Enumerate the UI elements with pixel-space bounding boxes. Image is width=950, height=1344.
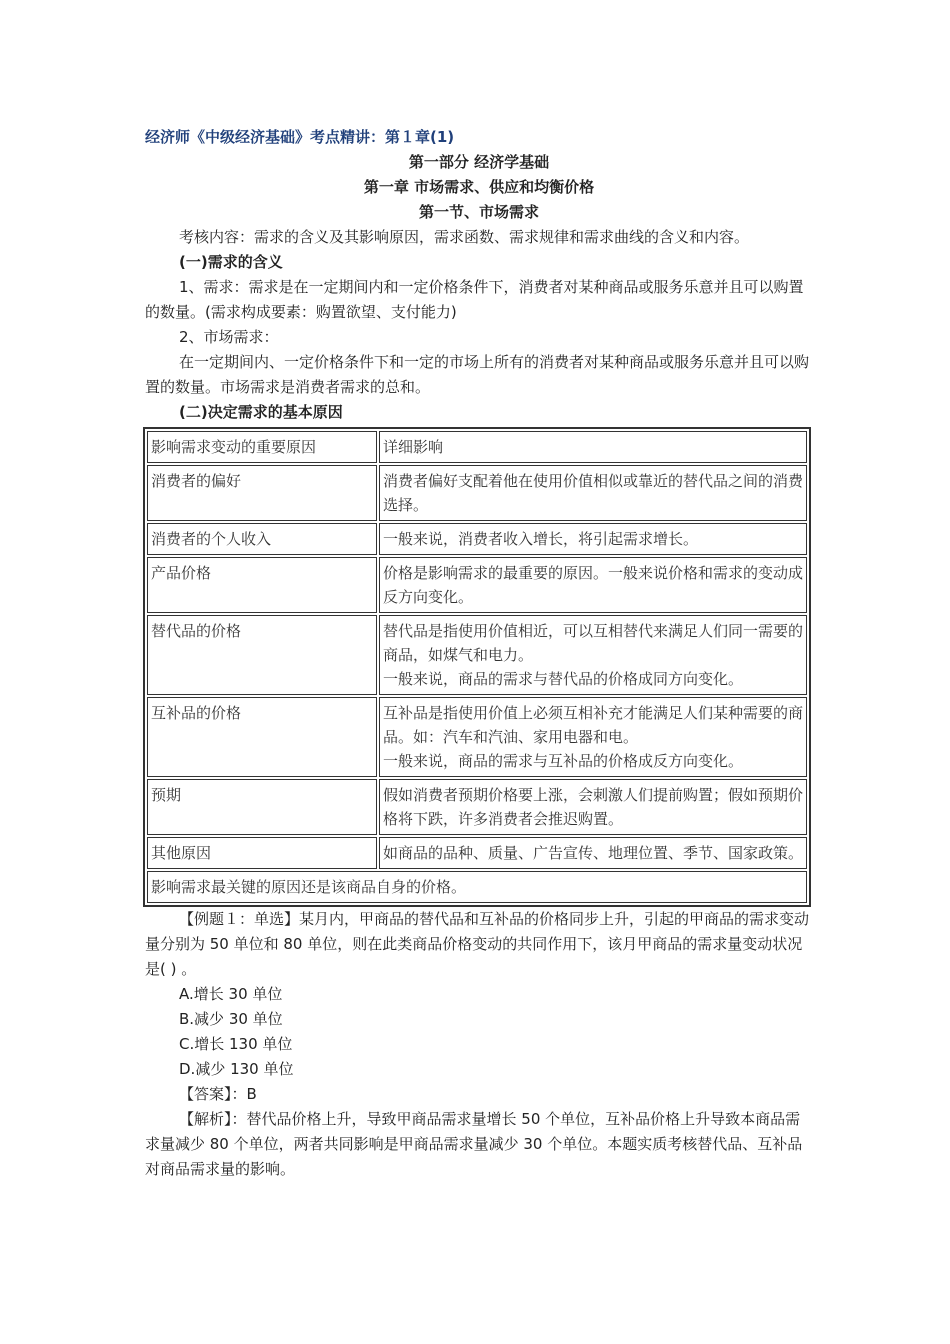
table-row xyxy=(147,523,807,555)
detail-text: 价格是影响需求的最重要的原因。一般来说价格和需求的变动成反方向变化。 xyxy=(383,564,804,606)
document-title[interactable]: 经济师《中级经济基础》考点精讲：第１章(1) xyxy=(145,128,455,146)
detail-text: 替代品是指使用价值相近，可以互相替代来满足人们同一需要的商品，如煤气和电力。 xyxy=(383,622,804,664)
factor-cell: 替代品的价格 xyxy=(147,615,377,695)
table-row xyxy=(147,779,807,835)
option-b: B.减少 30 单位 xyxy=(179,1010,283,1028)
option-c: C.增长 130 单位 xyxy=(179,1035,293,1053)
detail-cell xyxy=(379,465,807,521)
chapter-heading: 第一章 市场需求、供应和均衡价格 xyxy=(363,178,595,196)
subheading-demand-meaning: (一)需求的含义 xyxy=(179,253,283,271)
document-page xyxy=(145,124,813,1182)
factor-cell: 产品价格 xyxy=(147,557,377,613)
answer-text: 【答案】：B xyxy=(179,1085,257,1103)
detail-text: 假如消费者预期价格要上涨，会刺激人们提前购置；假如预期价格将下跌，许多消费者会推迟购置。 xyxy=(383,786,804,828)
detail-text: 一般来说，商品的需求与替代品的价格成同方向变化。 xyxy=(383,670,744,688)
factor-cell: 预期 xyxy=(147,779,377,835)
option-a: A.增长 30 单位 xyxy=(179,985,283,1003)
detail-cell xyxy=(379,557,807,613)
detail-text: 消费者偏好支配着他在使用价值相似或靠近的替代品之间的消费选择。 xyxy=(383,472,804,514)
factor-cell: 消费者的偏好 xyxy=(147,465,377,521)
demand-factors-table xyxy=(143,427,811,907)
table-footer-row xyxy=(147,871,807,903)
detail-cell xyxy=(379,837,807,869)
assessment-text: 考核内容：需求的含义及其影响原因，需求函数、需求规律和需求曲线的含义和内容。 xyxy=(179,228,750,246)
option-d: D.减少 130 单位 xyxy=(179,1060,294,1078)
detail-cell xyxy=(379,697,807,777)
detail-cell xyxy=(379,523,807,555)
detail-cell xyxy=(379,779,807,835)
table-header-cell: 详细影响 xyxy=(379,431,807,463)
factor-cell: 消费者的个人收入 xyxy=(147,523,377,555)
factor-cell: 其他原因 xyxy=(147,837,377,869)
detail-cell xyxy=(379,615,807,695)
detail-text: 一般来说，商品的需求与互补品的价格成反方向变化。 xyxy=(383,752,744,770)
table-row xyxy=(147,465,807,521)
analysis-text: 【解析】：替代品价格上升，导致甲商品需求量增长 50 个单位，互补品价格上升导致本商品需求量减少 80 个单位，两者共同影响是甲商品需求量减少 30 个单位。本题实质考核替代品、互补品对商品需求量的影响。 xyxy=(145,1110,803,1178)
example-question: 【例题１：单选】某月内，甲商品的替代品和互补品的价格同步上升，引起的甲商品的需求变动量分别为 50 单位和 80 单位，则在此类商品价格变动的共同作用下，该月甲商品的需求量变动状况是( ) 。 xyxy=(145,910,810,978)
table-row xyxy=(147,837,807,869)
market-demand-label: 2、市场需求： xyxy=(179,328,279,346)
demand-definition: 1、需求：需求是在一定期间内和一定价格条件下，消费者对某种商品或服务乐意并且可以购置的数量。(需求构成要素：购置欲望、支付能力) xyxy=(145,278,804,321)
section-heading: 第一节、市场需求 xyxy=(418,203,539,221)
detail-text: 如商品的品种、质量、广告宣传、地理位置、季节、国家政策。 xyxy=(383,844,804,862)
detail-text: 互补品是指使用价值上必须互相补充才能满足人们某种需要的商品。如：汽车和汽油、家用电器和电。 xyxy=(383,704,804,746)
table-header-cell: 影响需求变动的重要原因 xyxy=(147,431,377,463)
subheading-demand-factors: (二)决定需求的基本原因 xyxy=(179,403,343,421)
detail-text: 一般来说，消费者收入增长，将引起需求增长。 xyxy=(383,530,699,548)
table-row xyxy=(147,615,807,695)
table-footer-cell: 影响需求最关键的原因还是该商品自身的价格。 xyxy=(147,871,807,903)
market-demand-definition: 在一定期间内、一定价格条件下和一定的市场上所有的消费者对某种商品或服务乐意并且可以购置的数量。市场需求是消费者需求的总和。 xyxy=(145,353,810,396)
table-header-row xyxy=(147,431,807,463)
factor-cell: 互补品的价格 xyxy=(147,697,377,777)
part-heading: 第一部分 经济学基础 xyxy=(408,153,550,171)
table-row xyxy=(147,697,807,777)
table-row xyxy=(147,557,807,613)
